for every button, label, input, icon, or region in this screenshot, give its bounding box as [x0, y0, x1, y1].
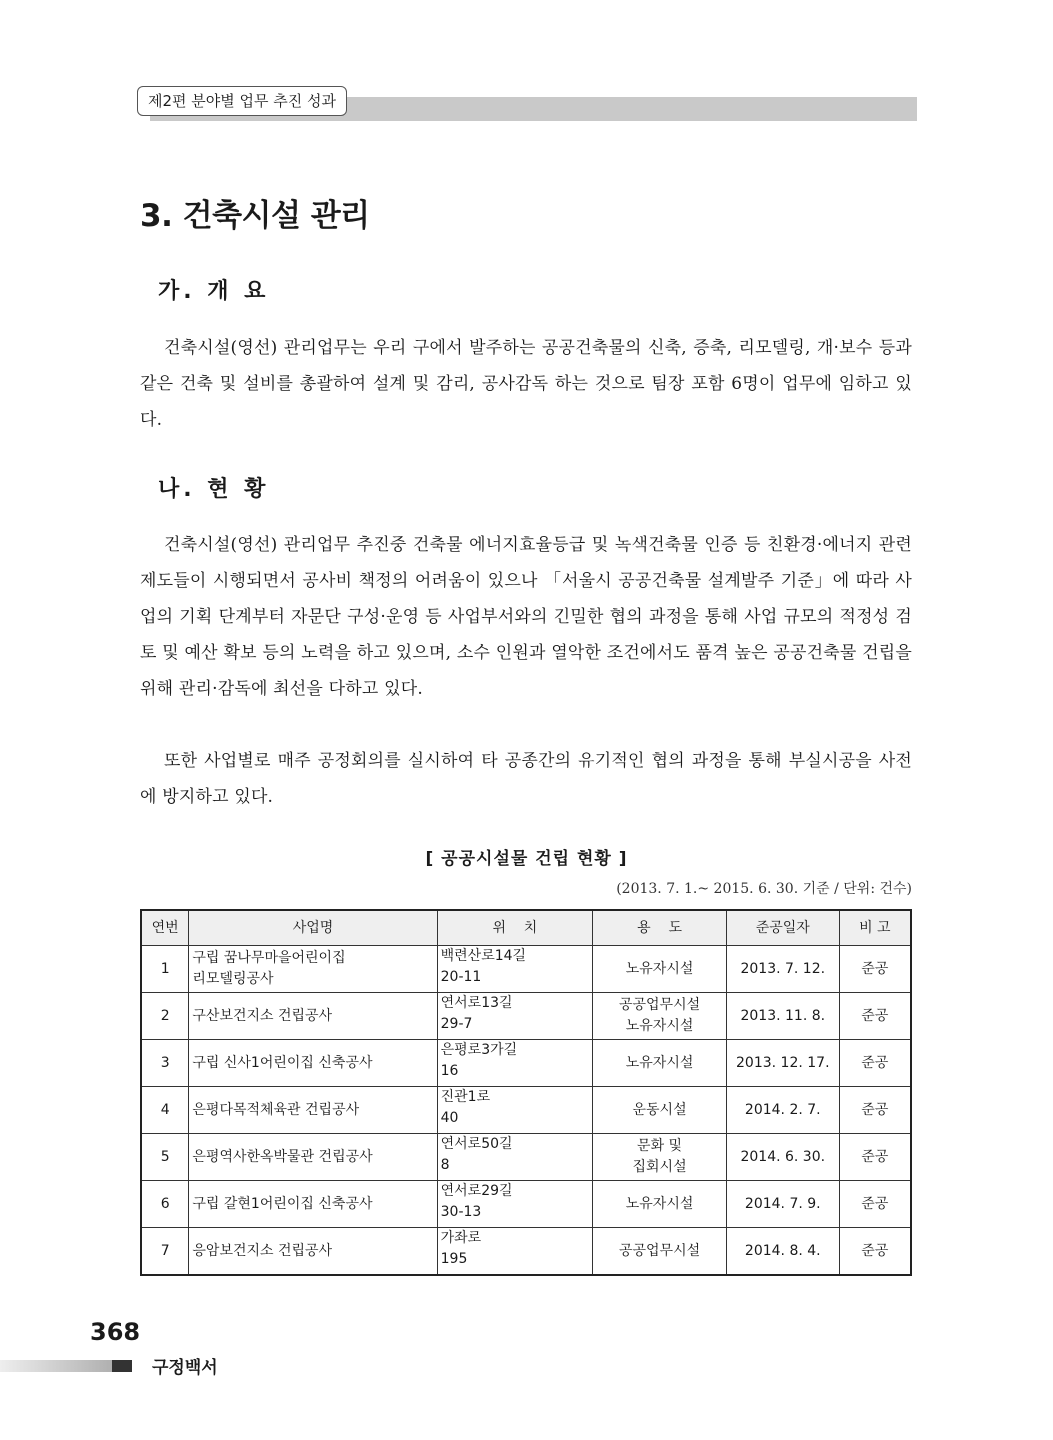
- row-name: 은평다목적체육관 건립공사: [189, 1087, 437, 1134]
- row-use: [593, 1228, 727, 1276]
- row-use-line2: 노유자시설: [625, 1018, 694, 1034]
- row-location-line2: 30-13: [440, 1204, 482, 1220]
- row-location-line1: 연서로13길: [440, 995, 513, 1011]
- row-date: 2014. 2. 7.: [726, 1087, 839, 1134]
- header-name: 사업명: [189, 910, 437, 946]
- row-name-line1: 구립 꿈나무마을어린이집: [192, 950, 346, 966]
- row-remarks: 준공: [839, 1134, 911, 1181]
- footer-square: [112, 1360, 132, 1372]
- status-paragraph-2: 또한 사업별로 매주 공정회의를 실시하여 타 공종간의 유기적인 협의 과정을 통해 부실시공을 사전에 방지하고 있다.: [140, 751, 912, 807]
- row-location-line1: 진관1로: [440, 1089, 491, 1105]
- row-date: 2014. 6. 30.: [726, 1134, 839, 1181]
- row-use-line2: 집회시설: [632, 1159, 687, 1175]
- row-use: [593, 1181, 727, 1228]
- row-remarks: 준공: [839, 993, 911, 1040]
- status-paragraph-1: 건축시설(영선) 관리업무 추진중 건축물 에너지효율등급 및 녹색건축물 인증 등 친환경·에너지 관련 제도들이 시행되면서 공사비 책정의 어려움이 있으나 「서울시 공공건축물 설계발주 기준」에 따라 사업의 기획 단계부터 자문단 구성·운영 등 사업부서와의 긴밀한 협의 과정을 통해 사업 규모의 적정성 검토 및 예산 확보 등의 노력을 하고 있으며, 소수 인원과 열악한 조건에서도 품격 높은 공공건축물 건립을 위해 관리·감독에 최선을 다하고 있다.: [140, 535, 912, 699]
- table-note: (2013. 7. 1.~ 2015. 6. 30. 기준 / 단위: 건수): [616, 881, 912, 897]
- row-name-line2: 리모델링공사: [192, 971, 274, 987]
- table-row: [141, 1040, 911, 1087]
- table-row: [141, 1134, 911, 1181]
- overview-heading: 가. 개 요: [158, 279, 270, 304]
- row-remarks: 준공: [839, 1087, 911, 1134]
- row-name: [189, 946, 437, 993]
- chapter-label: 제2편 분야별 업무 추진 성과: [137, 86, 347, 116]
- row-remarks: 준공: [839, 946, 911, 993]
- row-name: 구립 신사1어린이집 신축공사: [189, 1040, 437, 1087]
- row-location: [437, 1181, 593, 1228]
- row-no: 4: [141, 1087, 189, 1134]
- row-no: 7: [141, 1228, 189, 1276]
- table-row: [141, 1228, 911, 1276]
- row-use: [593, 1087, 727, 1134]
- row-date: 2014. 7. 9.: [726, 1181, 839, 1228]
- row-use: [593, 1134, 727, 1181]
- row-date: 2013. 7. 12.: [726, 946, 839, 993]
- row-location-line1: 가좌로: [440, 1230, 482, 1246]
- row-use-line1: 문화 및: [637, 1138, 683, 1154]
- row-location-line2: 20-11: [440, 969, 482, 985]
- row-no: 6: [141, 1181, 189, 1228]
- row-date: 2013. 11. 8.: [726, 993, 839, 1040]
- row-location: [437, 1228, 593, 1276]
- row-no: 1: [141, 946, 189, 993]
- row-location-line1: 연서로50길: [440, 1136, 513, 1152]
- row-location: [437, 1087, 593, 1134]
- section-title: 3. 건축시설 관리: [140, 198, 370, 234]
- row-use: [593, 993, 727, 1040]
- row-location-line1: 백련산로14길: [440, 948, 527, 964]
- table-row: [141, 1181, 911, 1228]
- header-no: 연번: [141, 910, 189, 946]
- row-name: 은평역사한옥박물관 건립공사: [189, 1134, 437, 1181]
- row-use: [593, 1040, 727, 1087]
- row-no: 2: [141, 993, 189, 1040]
- row-date: 2014. 8. 4.: [726, 1228, 839, 1276]
- table-header-row: [141, 910, 911, 946]
- row-use-line1: 노유자시설: [625, 1054, 694, 1071]
- table-row: [141, 993, 911, 1040]
- header-remarks: 비 고: [839, 910, 911, 946]
- table-title: [ 공공시설물 건립 현황 ]: [425, 849, 628, 869]
- row-name: 구산보건지소 건립공사: [189, 993, 437, 1040]
- row-no: 3: [141, 1040, 189, 1087]
- row-location: [437, 946, 593, 993]
- table-row: [141, 946, 911, 993]
- row-location-line2: 40: [440, 1110, 459, 1126]
- footer-bar: [0, 1360, 112, 1372]
- row-date: 2013. 12. 17.: [726, 1040, 839, 1087]
- row-location-line1: 은평로3가길: [440, 1042, 518, 1058]
- page-number: 368: [90, 1318, 141, 1346]
- facilities-table: [140, 909, 912, 1276]
- table-row: [141, 1087, 911, 1134]
- header-completion-date: 준공일자: [726, 910, 839, 946]
- row-location: [437, 993, 593, 1040]
- row-location-line2: 195: [440, 1251, 468, 1267]
- row-remarks: 준공: [839, 1228, 911, 1276]
- row-use-line1: 공공업무시설: [618, 1242, 701, 1259]
- row-remarks: 준공: [839, 1181, 911, 1228]
- row-location-line1: 연서로29길: [440, 1183, 513, 1199]
- row-remarks: 준공: [839, 1040, 911, 1087]
- row-location-line2: 16: [440, 1063, 459, 1079]
- row-location-line2: 29-7: [440, 1016, 473, 1032]
- row-use-line1: 노유자시설: [625, 1195, 694, 1212]
- header-use: 용 도: [593, 910, 727, 946]
- book-title: 구정백서: [152, 1358, 218, 1378]
- row-use-line1: 공공업무시설: [618, 997, 701, 1013]
- row-location-line2: 8: [440, 1157, 450, 1173]
- header-location: 위 치: [437, 910, 593, 946]
- row-use-line1: 운동시설: [632, 1101, 687, 1118]
- row-use: [593, 946, 727, 993]
- status-heading: 나. 현 황: [158, 477, 270, 502]
- row-name: 구립 갈현1어린이집 신축공사: [189, 1181, 437, 1228]
- row-no: 5: [141, 1134, 189, 1181]
- row-use-line1: 노유자시설: [625, 960, 694, 977]
- row-name: 응암보건지소 건립공사: [189, 1228, 437, 1276]
- row-location: [437, 1134, 593, 1181]
- row-location: [437, 1040, 593, 1087]
- overview-paragraph: 건축시설(영선) 관리업무는 우리 구에서 발주하는 공공건축물의 신축, 증축, 리모델링, 개·보수 등과 같은 건축 및 설비를 총괄하여 설계 및 감리, 공사감독 하는 것으로 팀장 포함 6명이 업무에 임하고 있다.: [140, 338, 912, 430]
